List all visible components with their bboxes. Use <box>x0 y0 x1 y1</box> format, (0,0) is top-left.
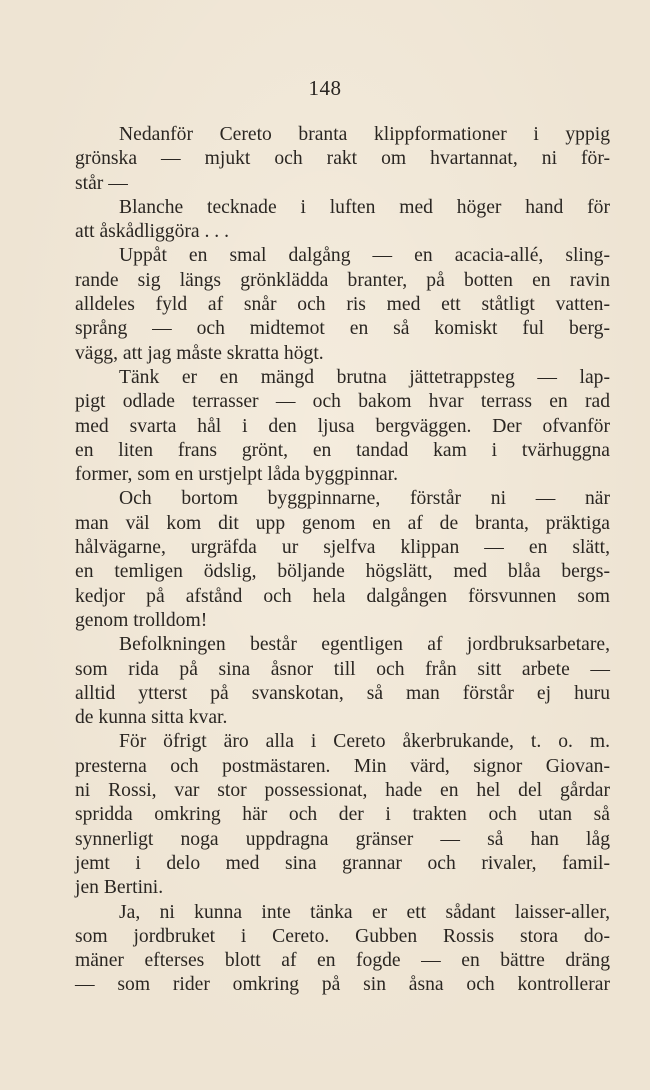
text-line: en temligen ödslig, böljande högslätt, med blåa bergs- <box>75 561 610 583</box>
text-line: mäner efterses blott af en fogde — en bättre dräng <box>75 950 610 972</box>
text-line: former, som en urstjelpt låda byggpinnar. <box>75 464 398 486</box>
text-line: står — <box>75 172 128 194</box>
text-line: — som rider omkring på sin åsna och kontrollerar <box>75 974 610 996</box>
text-line: rande sig längs grönklädda branter, på botten en ravin <box>75 269 610 291</box>
text-line: presterna och postmästaren. Min värd, signor Giovan- <box>75 755 610 777</box>
text-line: synnerligt noga uppdragna gränser — så han låg <box>75 828 610 850</box>
text-line: språng — och midtemot en så komiskt ful berg- <box>75 318 610 340</box>
text-line: en liten frans grönt, en tandad kam i tvärhuggna <box>75 439 610 461</box>
page-number: 148 <box>308 76 342 100</box>
text-line: Blanche tecknade i luften med höger hand för <box>119 196 610 218</box>
text-line: Tänk er en mängd brutna jättetrappsteg — lap- <box>119 366 610 388</box>
text-line: de kunna sitta kvar. <box>75 707 228 729</box>
text-line: att åskådliggöra . . . <box>75 221 229 243</box>
text-line: man väl kom dit upp genom en af de branta, präktiga <box>75 512 610 534</box>
text-line: som jordbruket i Cereto. Gubben Rossis stora do- <box>75 925 610 947</box>
text-line: hålvägarne, urgräfda ur sjelfva klippan — en slätt, <box>75 537 610 559</box>
text-line: alldeles fyld af snår och ris med ett ståtligt vatten- <box>75 294 610 316</box>
text-line: som rida på sina åsnor till och från sitt arbete — <box>75 658 610 680</box>
text-line: genom trolldom! <box>75 609 208 631</box>
text-line: med svarta hål i den ljusa bergväggen. Der ofvanför <box>75 415 610 437</box>
text-line: vägg, att jag måste skratta högt. <box>75 342 324 364</box>
text-line: ni Rossi, var stor possessionat, hade en hel del gårdar <box>75 780 610 802</box>
text-line: kedjor på afstånd och hela dalgången försvunnen som <box>75 585 610 607</box>
text-line: jen Bertini. <box>75 877 164 899</box>
text-line: Ja, ni kunna inte tänka er ett sådant laisser-aller, <box>119 901 610 923</box>
text-line: alltid ytterst på svanskotan, så man förstår ej huru <box>75 682 610 704</box>
text-line: pigt odlade terrasser — och bakom hvar terrass en rad <box>75 391 610 413</box>
text-line: jemt i delo med sina grannar och rivaler, famil- <box>75 852 610 874</box>
text-line: Uppåt en smal dalgång — en acacia-allé, sling- <box>119 245 610 267</box>
text-line: För öfrigt äro alla i Cereto åkerbrukande, t. o. m. <box>119 731 610 753</box>
text-line: grönska — mjukt och rakt om hvartannat, ni för- <box>75 148 610 170</box>
text-line: Och bortom byggpinnarne, förstår ni — när <box>119 488 610 510</box>
body-text <box>75 123 610 998</box>
text-line: Befolkningen består egentligen af jordbruksarbetare, <box>119 634 610 656</box>
text-line: Nedanför Cereto branta klippformationer i yppig <box>119 124 610 145</box>
text-line: spridda omkring här och der i trakten och utan så <box>75 804 610 826</box>
